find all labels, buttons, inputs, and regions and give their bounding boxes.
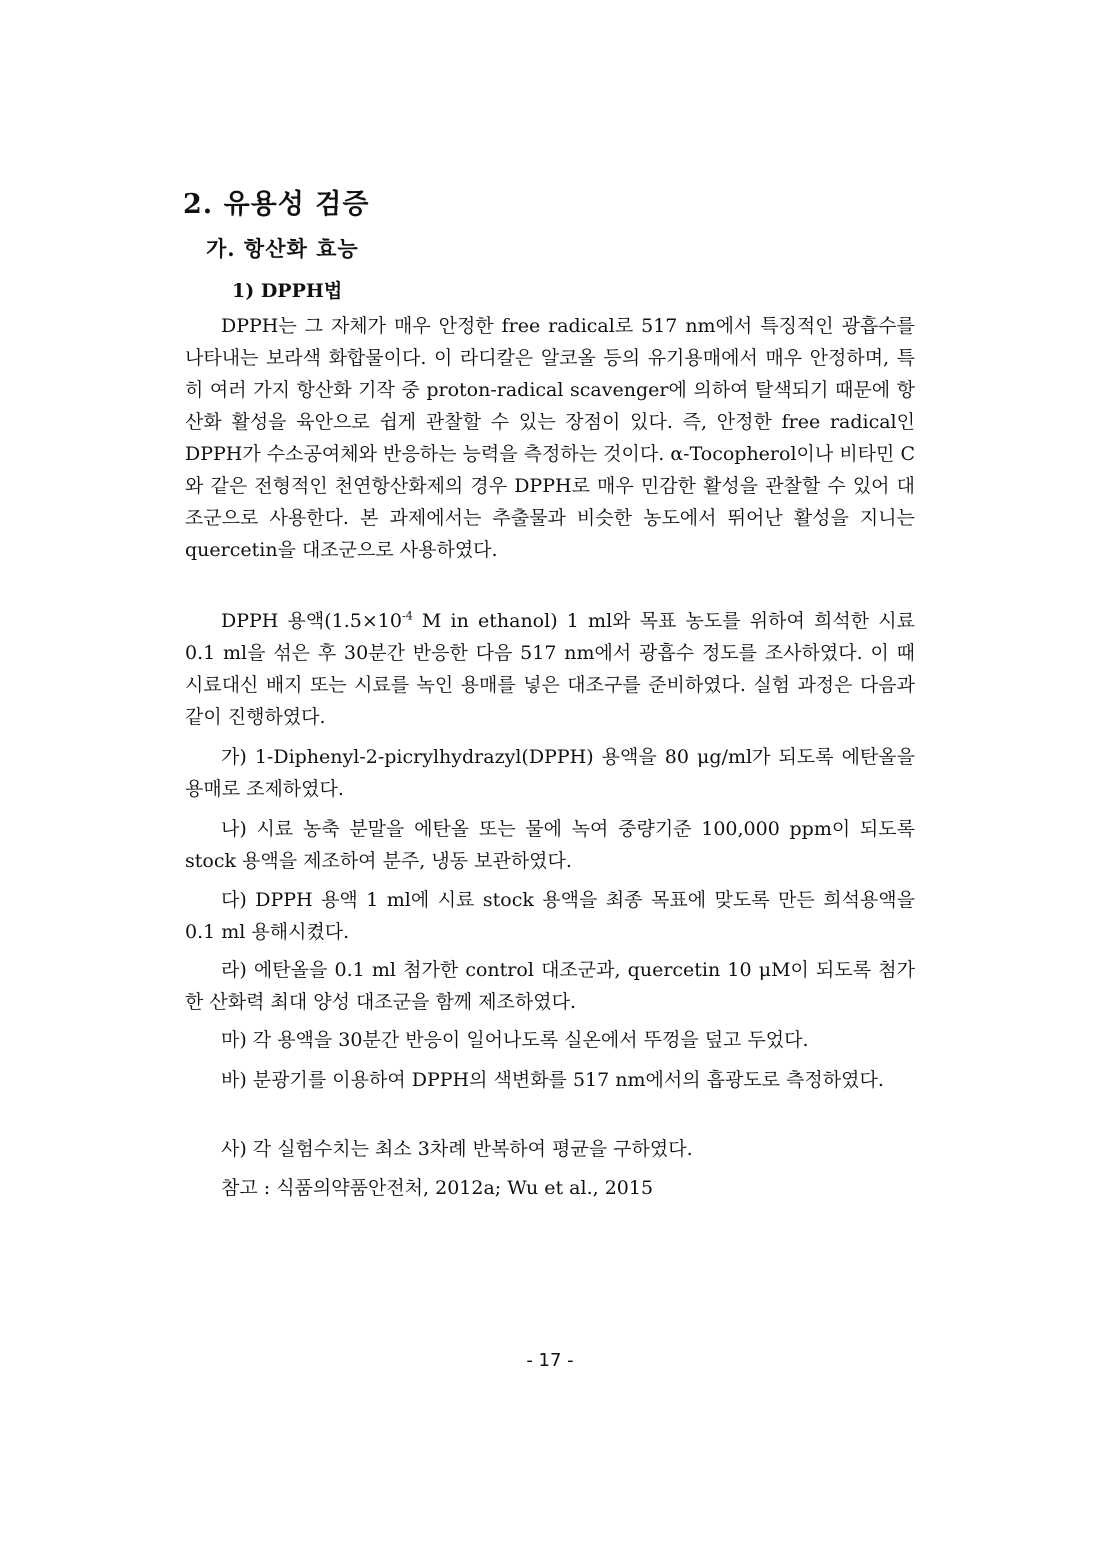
page-number: - 17 - [526, 1350, 574, 1371]
method-text-post: M in ethanol) 1 ml와 목표 농도를 위하여 희석한 시료 0.1 ml을 섞은 후 30분간 반응한 다음 517 nm에서 광흡수 정도를 조사하였다. 이 때 시료대신 배지 또는 시료를 녹인 용매를 넣은 대조구를 준비하였다. 실험 과정은 다음과 같이 진행하였다. [185, 610, 915, 728]
section-title: 2. 유용성 검증 [183, 189, 370, 220]
step-item: 마) 각 용액을 30분간 반응이 일어나도록 실온에서 뚜껑을 덮고 두었다. [221, 1029, 809, 1051]
method-title: 1) DPPH법 [232, 280, 343, 302]
method-text-pre: DPPH 용액(1.5×10 [221, 610, 402, 632]
method-superscript: -4 [401, 609, 413, 623]
reference-line: 참고 : 식품의약품안전처, 2012a; Wu et al., 2015 [221, 1177, 654, 1199]
step-item: 사) 각 실험수치는 최소 3차례 반복하여 평균을 구하였다. [221, 1138, 693, 1160]
subsection-title: 가. 항산화 효능 [206, 236, 359, 261]
step-item: 가) 1-Diphenyl-2-picrylhydrazyl(DPPH) 용액을 80 μg/ml가 되도록 에탄올을 용매로 조제하였다. [185, 746, 915, 800]
step-item: 나) 시료 농축 분말을 에탄올 또는 물에 녹여 중량기준 100,000 ppm이 되도록 stock 용액을 제조하여 분주, 냉동 보관하였다. [185, 818, 915, 872]
step-item: 바) 분광기를 이용하여 DPPH의 색변화를 517 nm에서의 흡광도로 측정하였다. [221, 1069, 884, 1091]
step-item: 다) DPPH 용액 1 ml에 시료 stock 용액을 최종 목표에 맞도록 만든 희석용액을 0.1 ml 용해시켰다. [185, 889, 915, 943]
step-item: 라) 에탄올을 0.1 ml 첨가한 control 대조군과, quercetin 10 μM이 되도록 첨가한 산화력 최대 양성 대조군을 함께 제조하였다. [185, 959, 915, 1013]
method-paragraph [185, 605, 915, 733]
intro-paragraph: DPPH는 그 자체가 매우 안정한 free radical로 517 nm에서 특징적인 광흡수를 나타내는 보라색 화합물이다. 이 라디칼은 알코올 등의 유기용매에서 매우 안정하며, 특히 여러 가지 항산화 기작 중 proton-radical scavenger에 의하여 탈색되기 때문에 항산화 활성을 육안으로 쉽게 관찰할 수 있는 장점이 있다. 즉, 안정한 free radical인 DPPH가 수소공여체와 반응하는 능력을 측정하는 것이다. α-Tocopherol이나 비타민 C와 같은 전형적인 천연항산화제의 경우 DPPH로 매우 민감한 활성을 관찰할 수 있어 대조군으로 사용한다. 본 과제에서는 추출물과 비슷한 농도에서 뛰어난 활성을 지니는 quercetin을 대조군으로 사용하였다. [185, 315, 915, 561]
